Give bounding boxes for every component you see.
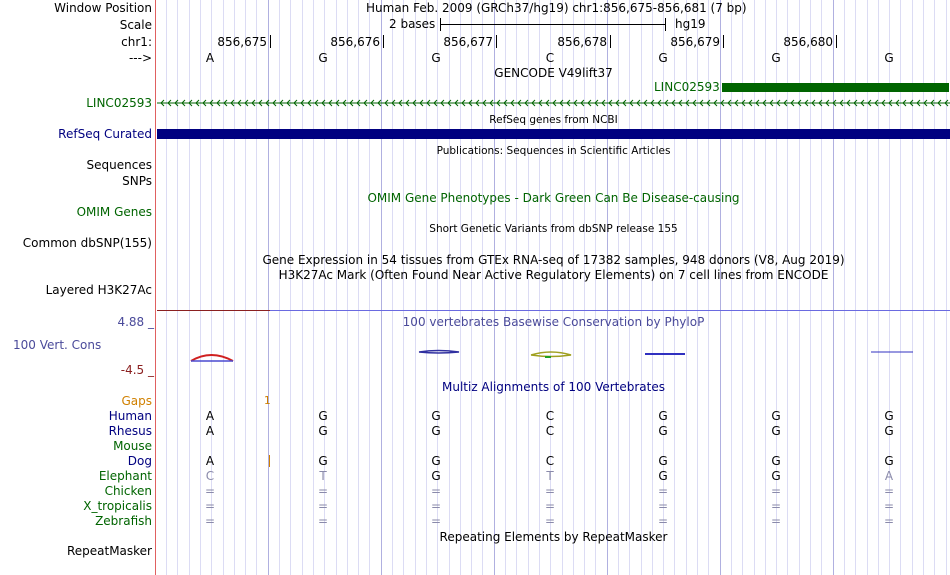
grid-line — [392, 0, 393, 575]
grid-line — [595, 0, 596, 575]
dbsnp-track-title: Short Genetic Variants from dbSNP release 155 — [429, 223, 678, 235]
grid-line — [358, 0, 359, 575]
aligned-base: G — [658, 454, 668, 468]
aligned-base: = — [204, 499, 216, 513]
aligned-base: = — [883, 499, 895, 513]
species-label[interactable]: Rhesus — [108, 424, 152, 438]
gtex-track-title: Gene Expression in 54 tissues from GTEx RNA-seq of 17382 samples, 948 donors (V8, Aug 2019) — [262, 253, 845, 267]
refseq-track-title: RefSeq genes from NCBI — [489, 114, 618, 126]
scale-bar-left-tick — [440, 18, 441, 31]
aligned-base: G — [771, 469, 781, 483]
grid-line — [415, 0, 416, 575]
reference-base: G — [771, 51, 781, 65]
conservation-side-label[interactable]: 100 Vert. Cons — [13, 338, 102, 352]
gap-count: 1 — [264, 395, 271, 407]
species-label[interactable]: Human — [108, 409, 152, 423]
aligned-base: = — [430, 499, 442, 513]
ruler-position-label: 856,680 — [783, 35, 833, 49]
aligned-base: G — [431, 424, 441, 438]
grid-line — [426, 0, 427, 575]
aligned-base: G — [431, 469, 441, 483]
gencode-gene-label[interactable]: LINC02593 — [654, 80, 720, 94]
species-label[interactable]: Dog — [127, 454, 152, 468]
aligned-base: = — [657, 499, 669, 513]
sequences-side-label[interactable]: Sequences — [86, 158, 152, 172]
scale-bar-right-tick — [665, 18, 666, 31]
grid-line — [539, 0, 540, 575]
aligned-base: = — [544, 484, 556, 498]
grid-line — [234, 0, 235, 575]
aligned-base: G — [318, 409, 328, 423]
conservation-glyph-3b — [545, 356, 551, 358]
aligned-base: G — [884, 424, 894, 438]
aligned-base: = — [544, 514, 556, 528]
grid-line — [403, 0, 404, 575]
omim-track-title: OMIM Gene Phenotypes - Dark Green Can Be Disease-causing — [367, 191, 740, 205]
species-label[interactable]: Zebrafish — [95, 514, 152, 528]
aligned-base: C — [545, 454, 555, 468]
grid-line — [189, 0, 190, 575]
conservation-glyphs — [157, 345, 950, 367]
sidebar-divider — [155, 0, 156, 575]
grid-line — [516, 0, 517, 575]
species-label[interactable]: Mouse — [113, 439, 152, 453]
grid-line — [369, 0, 370, 575]
dbsnp-side-label[interactable]: Common dbSNP(155) — [22, 236, 152, 250]
grid-line — [290, 0, 291, 575]
repeatmasker-side-label[interactable]: RepeatMasker — [66, 544, 152, 558]
grid-line — [584, 0, 585, 575]
gencode-gene-block[interactable] — [722, 83, 949, 92]
grid-line — [494, 0, 495, 575]
grid-line — [279, 0, 280, 575]
conservation-max-label: 4.88 _ — [117, 315, 154, 329]
aligned-base: A — [884, 469, 894, 483]
grid-line — [528, 0, 529, 575]
aligned-base: = — [317, 514, 329, 528]
grid-line — [200, 0, 201, 575]
aligned-base: = — [770, 484, 782, 498]
aligned-base: G — [318, 424, 328, 438]
grid-line — [629, 0, 630, 575]
scale-text: 2 bases — [389, 17, 436, 31]
h3k27ac-track-title: H3K27Ac Mark (Often Found Near Active Regulatory Elements) on 7 cell lines from ENCODE — [278, 268, 829, 282]
grid-line — [607, 0, 608, 575]
aligned-base: G — [658, 409, 668, 423]
aligned-base: C — [205, 469, 215, 483]
grid-line — [618, 0, 619, 575]
ruler-tick — [723, 35, 724, 48]
aligned-base: A — [205, 424, 215, 438]
assembly-position-text: Human Feb. 2009 (GRCh37/hg19) chr1:856,675-856,681 (7 bp) — [366, 1, 747, 15]
aligned-base: G — [658, 424, 668, 438]
grid-line — [177, 0, 178, 575]
grid-line — [245, 0, 246, 575]
conservation-track-title: 100 vertebrates Basewise Conservation by PhyloP — [402, 315, 705, 329]
aligned-base: = — [770, 514, 782, 528]
aligned-base: C — [545, 424, 555, 438]
grid-line — [449, 0, 450, 575]
aligned-base: G — [431, 454, 441, 468]
conservation-glyph-3 — [531, 352, 571, 357]
reference-base: A — [205, 51, 215, 65]
publications-track-title: Publications: Sequences in Scientific Articles — [436, 145, 671, 157]
reference-base: G — [431, 51, 441, 65]
grid-line — [641, 0, 642, 575]
reference-base: G — [884, 51, 894, 65]
aligned-base: = — [430, 484, 442, 498]
aligned-base: = — [770, 499, 782, 513]
grid-line — [256, 0, 257, 575]
aligned-base: = — [657, 484, 669, 498]
aligned-base: = — [657, 514, 669, 528]
aligned-base: G — [884, 409, 894, 423]
refseq-gene-block[interactable] — [157, 129, 950, 139]
conservation-glyph-1 — [191, 355, 233, 361]
aligned-base: T — [319, 469, 327, 483]
ruler-position-label: 856,677 — [443, 35, 493, 49]
snps-side-label[interactable]: SNPs — [122, 174, 152, 188]
aligned-base: = — [883, 484, 895, 498]
aligned-base: = — [317, 499, 329, 513]
grid-line — [505, 0, 506, 575]
grid-line — [471, 0, 472, 575]
aligned-base: A — [205, 409, 215, 423]
grid-line — [482, 0, 483, 575]
grid-line — [460, 0, 461, 575]
grid-line — [347, 0, 348, 575]
ruler-tick — [383, 35, 384, 48]
aligned-base: G — [658, 469, 668, 483]
aligned-base: G — [771, 454, 781, 468]
ruler-tick — [496, 35, 497, 48]
reference-base: C — [545, 51, 555, 65]
grid-line — [720, 0, 721, 575]
grid-line — [223, 0, 224, 575]
aligned-base: = — [430, 514, 442, 528]
strand-chevrons — [157, 100, 950, 106]
gencode-side-label[interactable]: LINC02593 — [86, 96, 152, 110]
omim-side-label[interactable]: OMIM Genes — [76, 205, 152, 219]
aligned-base: = — [883, 514, 895, 528]
grid-line — [336, 0, 337, 575]
gencode-gene-strand-line[interactable] — [157, 97, 950, 109]
aligned-base: G — [771, 409, 781, 423]
grid-line — [381, 0, 382, 575]
ruler-position-label: 856,675 — [217, 35, 267, 49]
h3k27ac-side-label[interactable]: Layered H3K27Ac — [45, 283, 152, 297]
grid-line — [268, 0, 269, 575]
h3k27ac-signal-low — [157, 310, 270, 311]
aligned-base: C — [545, 409, 555, 423]
ruler-position-label: 856,679 — [670, 35, 720, 49]
ruler-tick — [836, 35, 837, 48]
species-label[interactable]: X_tropicalis — [83, 499, 152, 513]
ruler-tick — [610, 35, 611, 48]
aligned-base: = — [317, 484, 329, 498]
aligned-base: G — [771, 424, 781, 438]
grid-line — [652, 0, 653, 575]
scale-label: Scale — [119, 18, 152, 32]
grid-line — [166, 0, 167, 575]
aligned-base: = — [544, 499, 556, 513]
h3k27ac-signal — [270, 310, 950, 311]
aligned-base: T — [546, 469, 554, 483]
grid-line — [313, 0, 314, 575]
conservation-min-label: -4.5 _ — [120, 363, 154, 377]
species-label[interactable]: Elephant — [98, 469, 152, 483]
aligned-base: A — [205, 454, 215, 468]
scale-bar — [440, 24, 665, 25]
strand-label: ---> — [128, 51, 152, 65]
aligned-base: G — [318, 454, 328, 468]
scale-db-label: hg19 — [675, 17, 706, 31]
dog-gap-marker — [269, 455, 270, 467]
ruler-tick — [270, 35, 271, 48]
repeatmasker-track-title: Repeating Elements by RepeatMasker — [439, 530, 668, 544]
reference-base: G — [318, 51, 328, 65]
grid-line — [573, 0, 574, 575]
aligned-base: = — [204, 514, 216, 528]
chrom-label: chr1: — [121, 35, 152, 49]
window-position-label: Window Position — [54, 1, 152, 15]
ruler-position-label: 856,676 — [330, 35, 380, 49]
aligned-base: = — [204, 484, 216, 498]
aligned-base: G — [431, 409, 441, 423]
gencode-track-title: GENCODE V49lift37 — [494, 66, 613, 80]
conservation-glyph-2 — [419, 351, 459, 354]
refseq-side-label[interactable]: RefSeq Curated — [58, 127, 152, 141]
ruler-position-label: 856,678 — [557, 35, 607, 49]
species-label[interactable]: Chicken — [104, 484, 152, 498]
multiz-track-title: Multiz Alignments of 100 Vertebrates — [441, 380, 666, 394]
gaps-label: Gaps — [121, 394, 152, 408]
aligned-base: G — [884, 454, 894, 468]
grid-line — [302, 0, 303, 575]
grid-line — [562, 0, 563, 575]
reference-base: G — [658, 51, 668, 65]
